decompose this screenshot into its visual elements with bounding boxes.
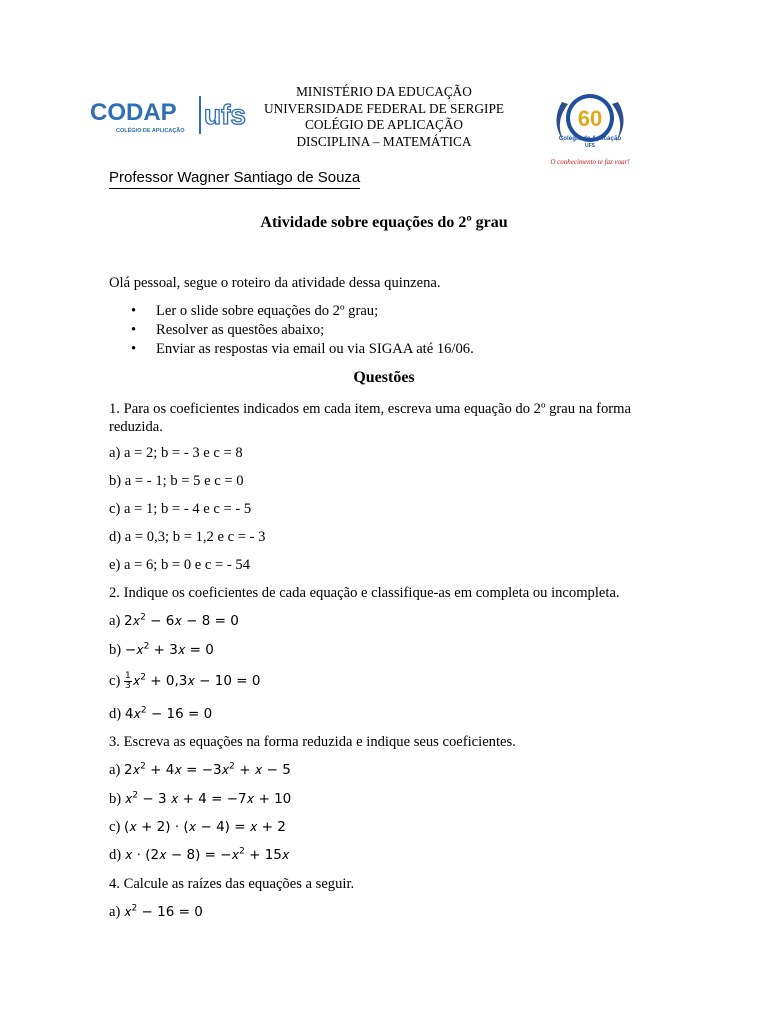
q1-item-b: b) a = - 1; b = 5 e c = 0 — [109, 473, 244, 489]
q1-item-d: d) a = 0,3; b = 1,2 e c = - 3 — [109, 529, 266, 545]
q3-item-d — [109, 846, 289, 864]
q4-item-a — [109, 903, 203, 921]
q2-item-b — [109, 641, 214, 659]
q1-item-c: c) a = 1; b = - 4 e c = - 5 — [109, 501, 252, 517]
equation: 4𝑥$^2$ − 16 = 0 — [124, 705, 213, 722]
item-label: b) — [109, 791, 125, 807]
q1-item-a: a) a = 2; b = - 3 e c = 8 — [109, 445, 243, 461]
bullet-icon: • — [131, 303, 137, 319]
q2-item-a — [109, 612, 239, 630]
item-label: a) — [109, 762, 124, 778]
task-text: Ler o slide sobre equações do 2º grau; — [156, 303, 379, 319]
ufs-logo-text: ufs — [204, 99, 246, 130]
bullet-icon: • — [131, 322, 137, 338]
badge-subtext: UFS — [585, 143, 595, 149]
item-label: b) — [109, 642, 125, 658]
equation: 𝑥$^2$ − 16 = 0 — [124, 903, 203, 920]
q3-item-b — [109, 790, 291, 808]
equation: −𝑥$^2$ + 3𝑥 = 0 — [124, 641, 214, 658]
equation: 2𝑥$^2$ + 4𝑥 = −3𝑥$^2$ + 𝑥 − 5 — [124, 761, 291, 778]
header-line-ministry: MINISTÉRIO DA EDUCAÇÃO — [296, 84, 472, 99]
equation: 𝑥 ⋅ (2𝑥 − 8) = −𝑥$^2$ + 15𝑥 — [124, 846, 290, 863]
q2-prompt: 2. Indique os coeficientes de cada equação e classifique-as em completa ou incompleta. — [109, 585, 620, 601]
q1-prompt-line2: reduzida. — [109, 419, 163, 435]
task-list — [109, 302, 474, 359]
bullet-icon: • — [131, 341, 137, 357]
equation: (𝑥 + 2) ⋅ (𝑥 − 4) = 𝑥 + 2 — [124, 819, 286, 835]
equation: 𝑥$^2$ − 3 𝑥 + 4 = −7𝑥 + 10 — [124, 790, 292, 807]
item-label: a) — [109, 613, 124, 629]
q3-item-a — [109, 761, 291, 779]
item-label: d) — [109, 847, 125, 863]
q2-item-c — [109, 672, 260, 691]
task-item — [109, 321, 474, 340]
q1-prompt-line1: 1. Para os coeficientes indicados em cada item, escreva uma equação do 2º grau na forma — [109, 401, 631, 417]
task-item — [109, 302, 474, 321]
item-label: d) — [109, 706, 125, 722]
item-label: a) — [109, 904, 124, 920]
item-label: c) — [109, 673, 124, 689]
badge-text: Colégio de Aplicação — [558, 135, 622, 142]
task-item — [109, 340, 474, 359]
header-line-college: COLÉGIO DE APLICAÇÃO — [304, 117, 464, 132]
intro-text: Olá pessoal, segue o roteiro da atividade dessa quinzena. — [109, 275, 441, 291]
document-title: Atividade sobre equações do 2º grau — [260, 214, 508, 231]
item-label: c) — [109, 819, 124, 835]
codap-logo-text: CODAP — [90, 99, 177, 126]
q3-prompt: 3. Escreva as equações na forma reduzida e indique seus coeficientes. — [109, 734, 516, 750]
task-text: Resolver as questões abaixo; — [156, 322, 325, 338]
badge-motto: O conhecimento te faz voar! — [550, 158, 630, 166]
fraction: $\frac{1}{3}$ — [125, 671, 131, 692]
codap-ufs-logo — [90, 94, 250, 140]
equation: 𝑥$^2$ + 0,3𝑥 − 10 = 0 — [132, 672, 261, 689]
professor-name: Professor Wagner Santiago de Souza — [109, 169, 360, 189]
codap-logo-subtitle: COLÉGIO DE APLICAÇÃO — [116, 128, 185, 134]
q1-item-e: e) a = 6; b = 0 e c = - 54 — [109, 557, 250, 573]
task-text: Enviar as respostas via email ou via SIGAA até 16/06. — [156, 341, 474, 357]
institution-header — [250, 84, 518, 150]
sixty-years-badge-logo — [540, 82, 640, 172]
questions-heading: Questões — [353, 369, 415, 386]
q4-prompt: 4. Calcule as raízes das equações a seguir. — [109, 876, 355, 892]
q2-item-d — [109, 705, 212, 723]
equation: 2𝑥$^2$ − 6𝑥 − 8 = 0 — [124, 612, 239, 629]
header-line-discipline: DISCIPLINA – MATEMÁTICA — [296, 133, 472, 149]
badge-number: 60 — [577, 106, 603, 131]
q3-item-c — [109, 818, 286, 836]
header-line-university: UNIVERSIDADE FEDERAL DE SERGIPE — [264, 100, 504, 116]
